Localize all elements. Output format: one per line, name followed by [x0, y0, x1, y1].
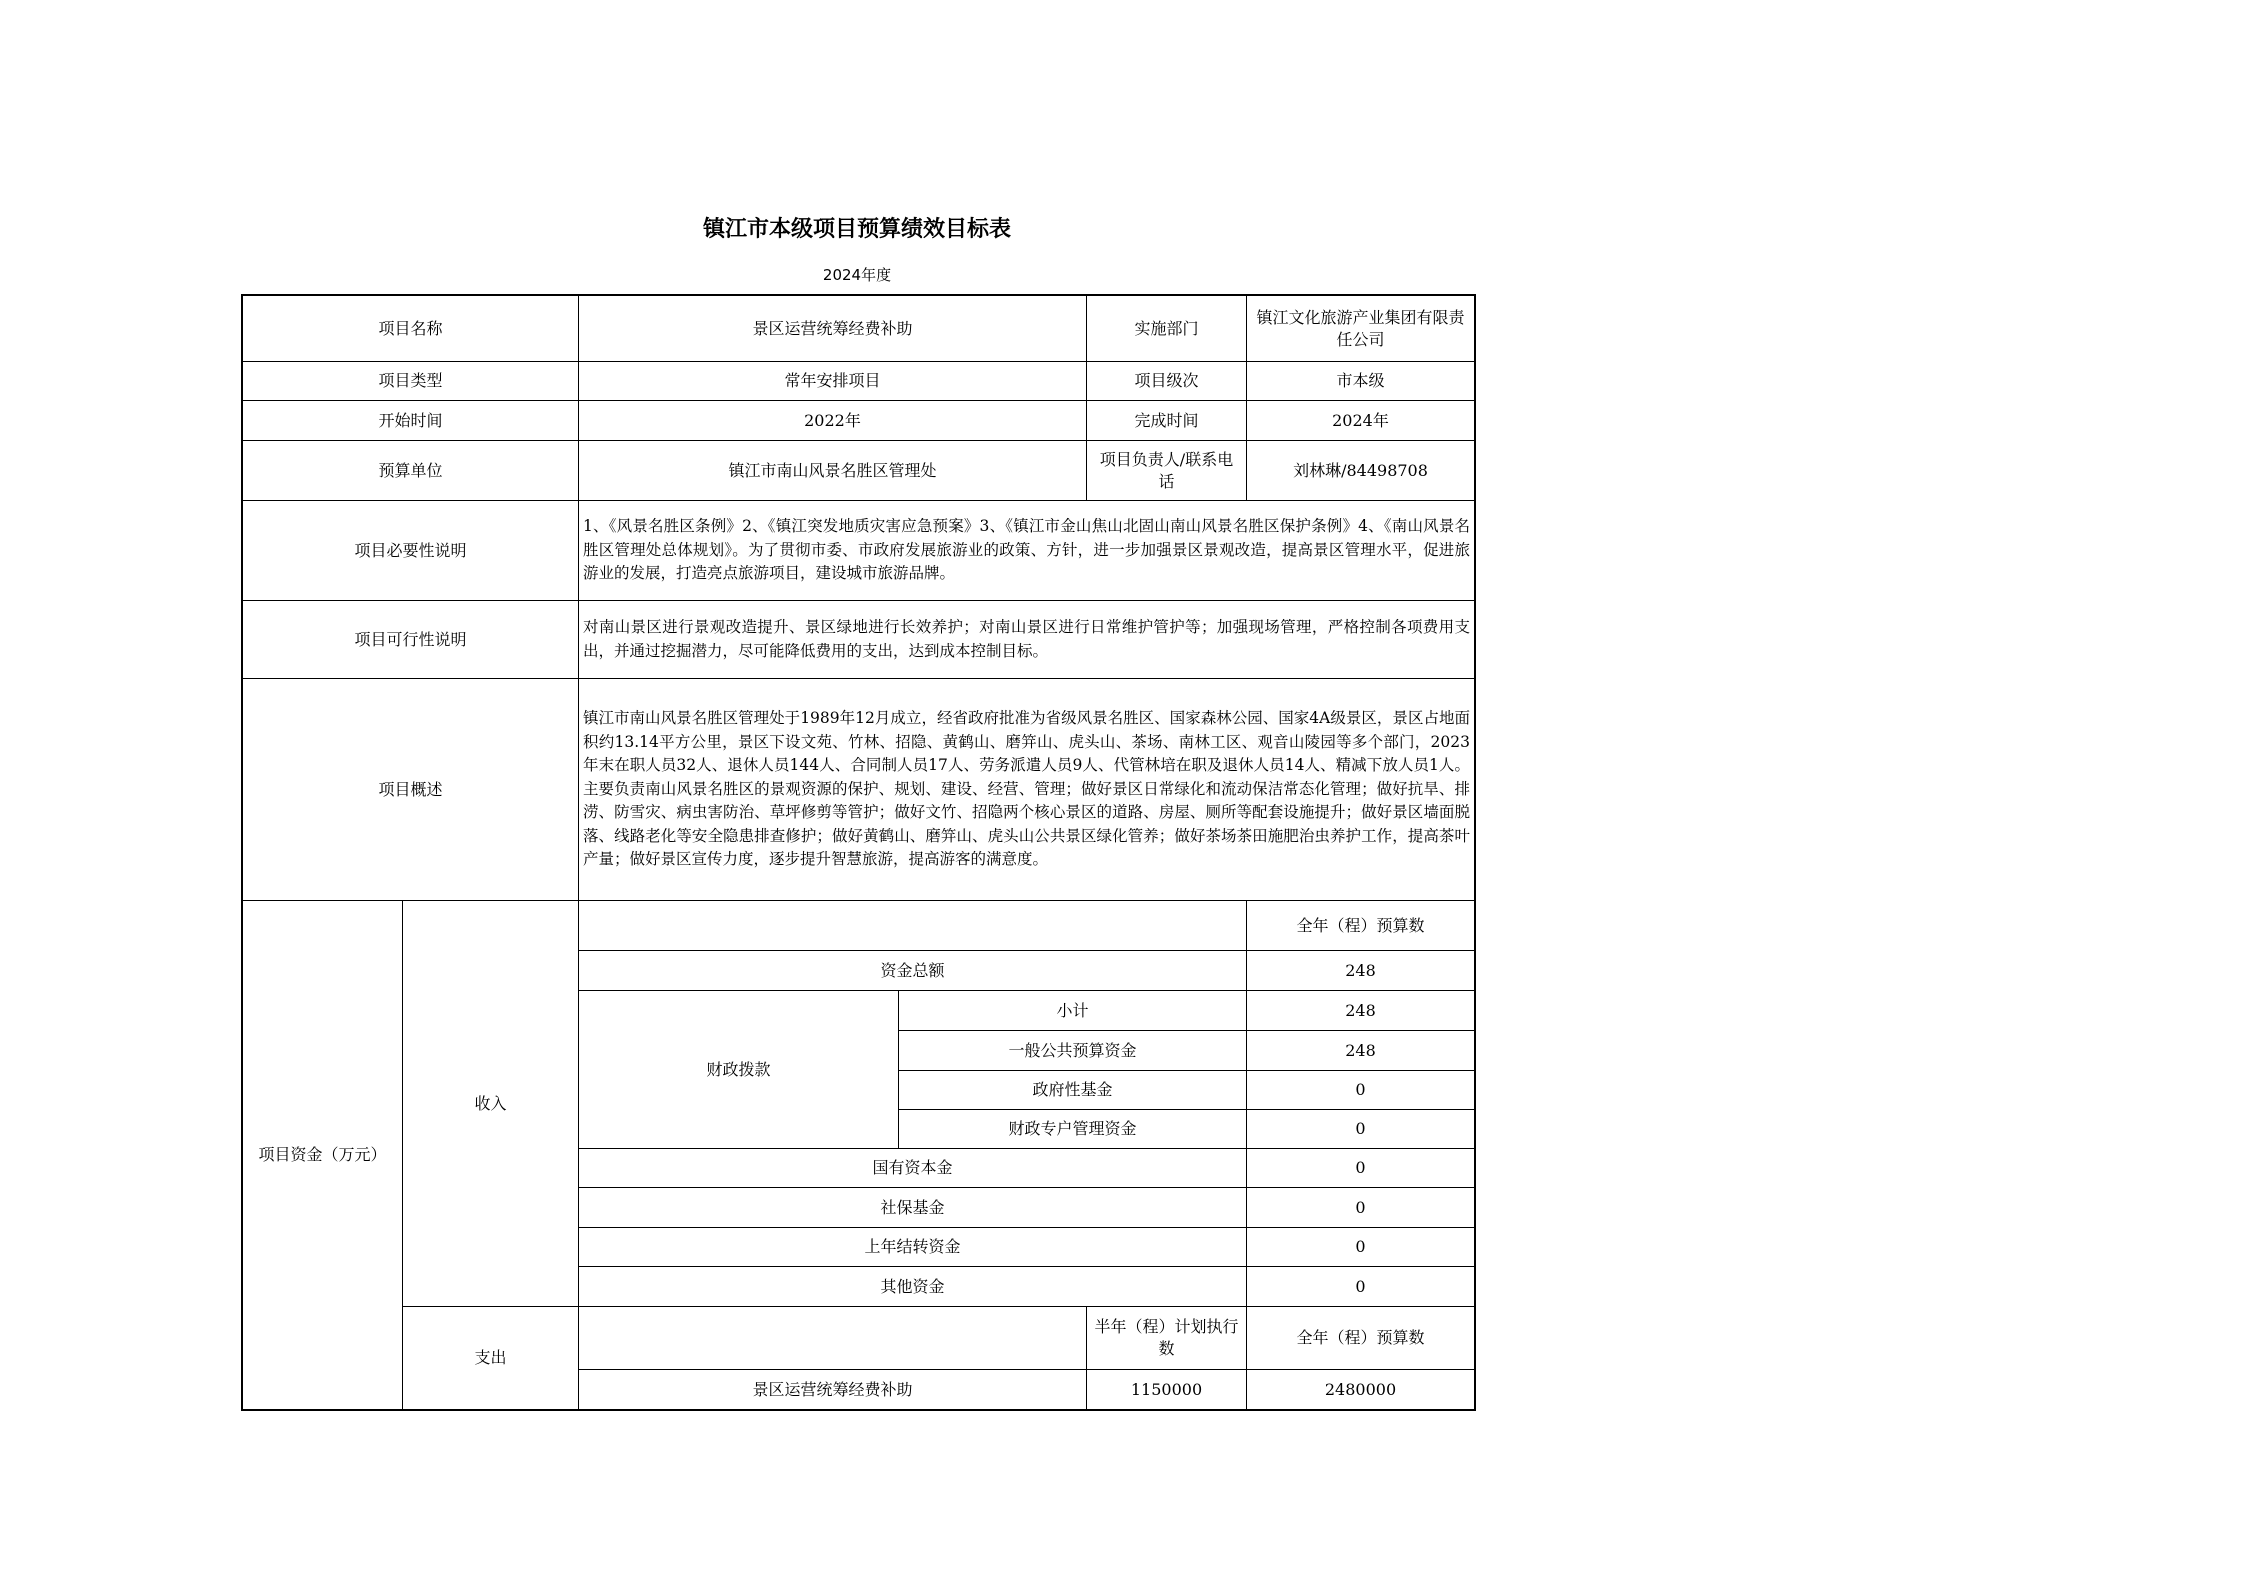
income-label: 收入: [403, 901, 579, 1307]
overview-label: 项目概述: [243, 679, 579, 901]
social-fund-value: 0: [1247, 1188, 1474, 1228]
budget-unit-value: 镇江市南山风景名胜区管理处: [579, 441, 1087, 501]
special-account-value: 0: [1247, 1110, 1474, 1149]
dept-label: 实施部门: [1087, 296, 1247, 362]
expense-item: 景区运营统筹经费补助: [579, 1370, 1087, 1409]
project-level-value: 市本级: [1247, 362, 1474, 401]
end-time-value: 2024年: [1247, 401, 1474, 441]
state-capital-label: 国有资本金: [579, 1149, 1247, 1188]
half-year-header: 半年（程）计划执行数: [1087, 1307, 1247, 1370]
carryover-value: 0: [1247, 1228, 1474, 1267]
page-title: 镇江市本级项目预算绩效目标表: [702, 217, 1011, 242]
subtotal-value: 248: [1247, 991, 1474, 1031]
start-time-label: 开始时间: [243, 401, 579, 441]
other-fund-label: 其他资金: [579, 1267, 1247, 1307]
necessity-label: 项目必要性说明: [243, 501, 579, 601]
subtotal-label: 小计: [899, 991, 1247, 1031]
state-capital-value: 0: [1247, 1149, 1474, 1188]
other-fund-value: 0: [1247, 1267, 1474, 1307]
dept-value: 镇江文化旅游产业集团有限责任公司: [1247, 296, 1474, 362]
project-type-value: 常年安排项目: [579, 362, 1087, 401]
expense-full-value: 2480000: [1324, 1379, 1397, 1399]
general-budget-label: 一般公共预算资金: [899, 1031, 1247, 1071]
total-value: 248: [1247, 951, 1474, 991]
budget-header: 全年（程）预算数: [1247, 901, 1474, 951]
expense-label: 支出: [403, 1307, 579, 1409]
social-fund-label: 社保基金: [579, 1188, 1247, 1228]
feasibility-label: 项目可行性说明: [243, 601, 579, 679]
budget-unit-label: 预算单位: [243, 441, 579, 501]
contact-label: 项目负责人/联系电话: [1087, 441, 1247, 501]
feasibility-text: 对南山景区进行景观改造提升、景区绿地进行长效养护；对南山景区进行日常维护管护等；加强现场管理，严格控制各项费用支出，并通过挖掘潜力，尽可能降低费用的支出，达到成本控制目标。: [579, 601, 1474, 679]
fiscal-year: 2024年度: [822, 266, 892, 284]
project-name-label: 项目名称: [243, 296, 579, 362]
fiscal-label: 财政拨款: [579, 991, 899, 1149]
income-header-blank: [579, 901, 1247, 951]
full-year-header: 全年（程）预算数: [1247, 1307, 1474, 1370]
end-time-label: 完成时间: [1087, 401, 1247, 441]
contact-value: 刘林琳/84498708: [1247, 441, 1474, 501]
general-budget-value: 248: [1247, 1031, 1474, 1071]
gov-fund-value: 0: [1247, 1071, 1474, 1110]
gov-fund-label: 政府性基金: [899, 1071, 1247, 1110]
start-time-value: 2022年: [579, 401, 1087, 441]
project-name-value: 景区运营统筹经费补助: [579, 296, 1087, 362]
project-level-label: 项目级次: [1087, 362, 1247, 401]
expense-header-blank: [579, 1307, 1087, 1370]
carryover-label: 上年结转资金: [579, 1228, 1247, 1267]
special-account-label: 财政专户管理资金: [899, 1110, 1247, 1149]
necessity-text: 1、《风景名胜区条例》2、《镇江突发地质灾害应急预案》3、《镇江市金山焦山北固山南山风景名胜区保护条例》4、《南山风景名胜区管理处总体规划》。为了贯彻市委、市政府发展旅游业的政策、方针，进一步加强景区景观改造，提高景区管理水平，促进旅游业的发展，打造亮点旅游项目，建设城市旅游品牌。: [579, 501, 1474, 601]
overview-text: 镇江市南山风景名胜区管理处于1989年12月成立，经省政府批准为省级风景名胜区、国家森林公园、国家4A级景区，景区占地面积约13.14平方公里，景区下设文苑、竹林、招隐、黄鹤山、磨笄山、虎头山、茶场、南林工区、观音山陵园等多个部门，2023年末在职人员32人、退休人员144人、合同制人员17人、劳务派遣人员9人、代管林培在职及退休人员14人、精减下放人员1人。主要负责南山风景名胜区的景观资源的保护、规划、建设、经营、管理；做好景区日常绿化和流动保洁常态化管理；做好抗旱、排涝、防雪灾、病虫害防治、草坪修剪等管护；做好文竹、招隐两个核心景区的道路、房屋、厕所等配套设施提升；做好景区墙面脱落、线路老化等安全隐患排查修护；做好黄鹤山、磨笄山、虎头山公共景区绿化管养；做好茶场茶田施肥治虫养护工作，提高茶叶产量；做好景区宣传力度，逐步提升智慧旅游，提高游客的满意度。: [579, 679, 1474, 901]
expense-half-value: 1150000: [1087, 1370, 1247, 1409]
funds-label: 项目资金（万元）: [243, 901, 403, 1409]
total-label: 资金总额: [579, 951, 1247, 991]
project-type-label: 项目类型: [243, 362, 579, 401]
budget-table: [241, 294, 1476, 1411]
